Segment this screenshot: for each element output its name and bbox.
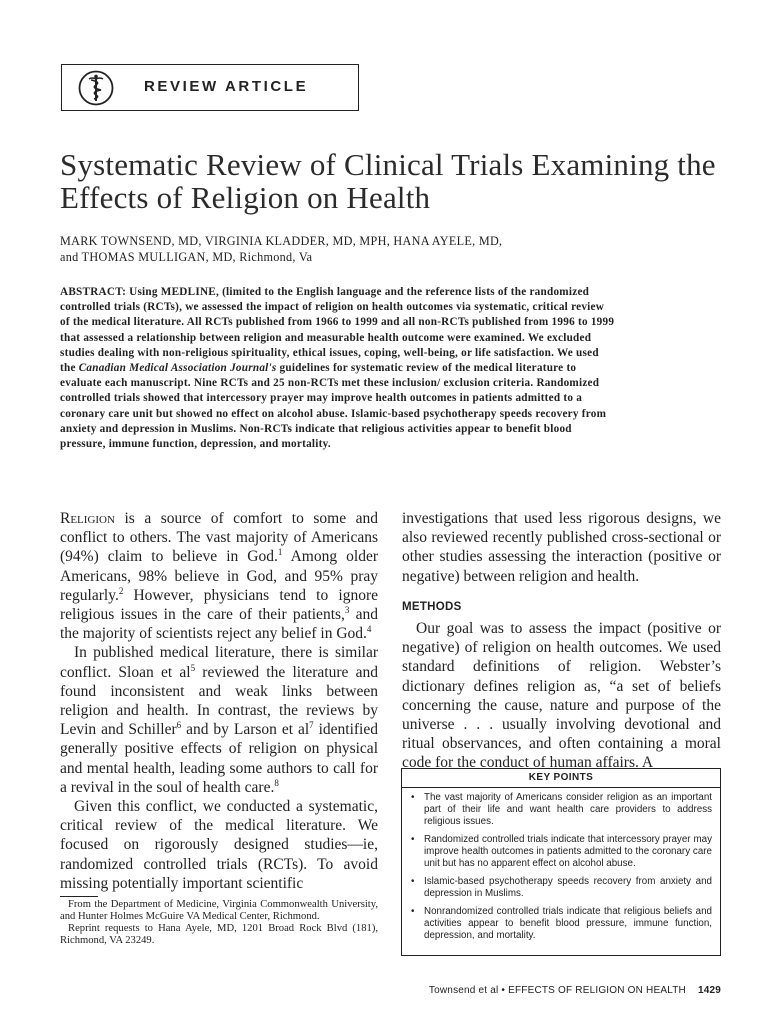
bullet-icon: • <box>411 792 415 803</box>
bullet-icon: • <box>411 906 415 917</box>
body-paragraph: Given this conflict, we conducted a systematic, critical review of the medical literature. We focused on rigorously designed studies—ie, randomized controlled trials (RCTs). To avoid missing potentially important scientific <box>60 798 378 892</box>
page-number: 1429 <box>697 985 721 996</box>
author-line-1: MARK TOWNSEND, MD, VIRGINIA KLADDER, MD, MPH, HANA AYELE, MD, <box>60 234 503 248</box>
abstract-label: ABSTRACT: <box>60 286 127 298</box>
key-point-item: • The vast majority of Americans consider religion as an important part of their life and want health care providers to address religious issues. <box>411 792 712 827</box>
footnote <box>60 899 378 947</box>
reference-marker: 6 <box>176 720 182 731</box>
key-point-item: • Randomized controlled trials indicate that intercessory prayer may improve health outcomes in patients admitted to the coronary care unit but has no apparent effect on alcohol abuse. <box>411 834 712 869</box>
running-head: Townsend et al • EFFECTS OF RELIGION ON HEALTH <box>428 985 686 996</box>
article-type-badge <box>61 64 359 111</box>
key-points-box <box>401 768 721 956</box>
reference-marker: 1 <box>277 547 283 558</box>
caduceus-icon <box>78 70 114 106</box>
body-paragraph: investigations that used less rigorous designs, we also reviewed recently published cross-sectional or other studies assessing the interaction (positive or negative) between religion and health. <box>402 510 721 585</box>
body-column-right <box>402 509 721 773</box>
bullet-icon: • <box>411 876 415 887</box>
reference-marker: 5 <box>190 662 196 673</box>
reference-marker: 3 <box>344 604 350 615</box>
section-heading-methods: METHODS <box>402 600 462 613</box>
drop-lead: Religion <box>60 510 115 527</box>
bullet-icon: • <box>411 834 415 845</box>
article-type-label: REVIEW ARTICLE <box>144 78 309 95</box>
reference-marker: 7 <box>309 720 314 731</box>
abstract <box>60 285 616 452</box>
article-title: Systematic Review of Clinical Trials Examining the Effects of Religion on Health <box>60 147 716 215</box>
body-paragraph: Our goal was to assess the impact (positive or negative) of religion on health outcomes. We used standard definitions of religion. Webster’s dictionary defines religion as, “a set of beliefs concerning the cause, nature and purpose of the universe . . . usually involving devotional and ritual observances, and often containing a moral code for the conduct of human affairs. A <box>402 620 721 772</box>
abstract-journal-name: Canadian Medical Association Journal's <box>78 362 277 375</box>
footnote-reprints: Reprint requests to Hana Ayele, MD, 1201 Broad Rock Blvd (181), Richmond, VA 23249. <box>60 923 378 946</box>
key-point-item: • Islamic-based psychotherapy speeds recovery from anxiety and depression in Muslims. <box>411 876 712 899</box>
author-list <box>60 234 680 265</box>
page-footer <box>429 985 721 996</box>
key-points-list <box>402 788 720 942</box>
footnote-affiliation: From the Department of Medicine, Virginia Commonwealth University, and Hunter Holmes McGuire VA Medical Center, Richmond. <box>60 899 378 922</box>
body-column-left <box>60 509 378 893</box>
reference-marker: 8 <box>274 777 279 788</box>
key-points-title: KEY POINTS <box>402 769 720 788</box>
body-paragraph: In published medical literature, there is similar conflict. Sloan et al$^5$ reviewed the literature and found inconsistent and weak links between religion and health. In contrast, the reviews by Levin and Schiller$^6$ and by Larson et al$^7$ identified generally positive effects of religion on physical and mental health, leading some authors to call for a revival in the soul of health care.$^8$ <box>60 644 378 796</box>
key-point-item: • Nonrandomized controlled trials indicate that religious beliefs and activities appear to benefit blood pressure, immune function, depression, and mortality. <box>411 906 712 941</box>
author-line-2: and THOMAS MULLIGAN, MD, Richmond, Va <box>60 249 313 264</box>
reference-marker: 2 <box>118 585 124 596</box>
footnote-rule <box>60 896 98 897</box>
abstract-text-1: Using MEDLINE, (limited to the English language and the reference lists of the randomized controlled trials (RCTs), we assessed the impact of religion on health outcomes via systematic, critical review of the medical literature. All RCTs published from 1966 to 1999 and all non-RCTs published from 1996 to 1999 that assessed a relationship between religion and measurable health outcome were examined. We excluded studies dealing with non-religious spirituality, ethical issues, coping, well-being, or life satisfaction. We used the <box>60 286 615 375</box>
abstract-text-2: guidelines for systematic review of the medical literature to evaluate each manuscript. Nine RCTs and 25 non-RCTs met these inclusion/ exclusion criteria. Randomized controlled trials showed that intercessory prayer may improve health outcomes in patients admitted to a coronary care unit but showed no effect on alcohol abuse. Islamic-based psychotherapy speeds recovery from anxiety and depression in Muslims. Non-RCTs indicate that religious activities appear to benefit blood pressure, immune function, depression, and mortality. <box>60 362 607 451</box>
reference-marker: 4 <box>366 624 372 635</box>
body-paragraph: Religion is a source of comfort to some and conflict to others. The vast majority of Americans (94%) claim to believe in God.$^1$ Among older Americans, 98% believe in God, and 95% pray regularly.$^2$ However, physicians tend to ignore religious issues in the care of their patients,$^3$ and the majority of scientists reject any belief in God.$^4$ <box>60 510 378 643</box>
